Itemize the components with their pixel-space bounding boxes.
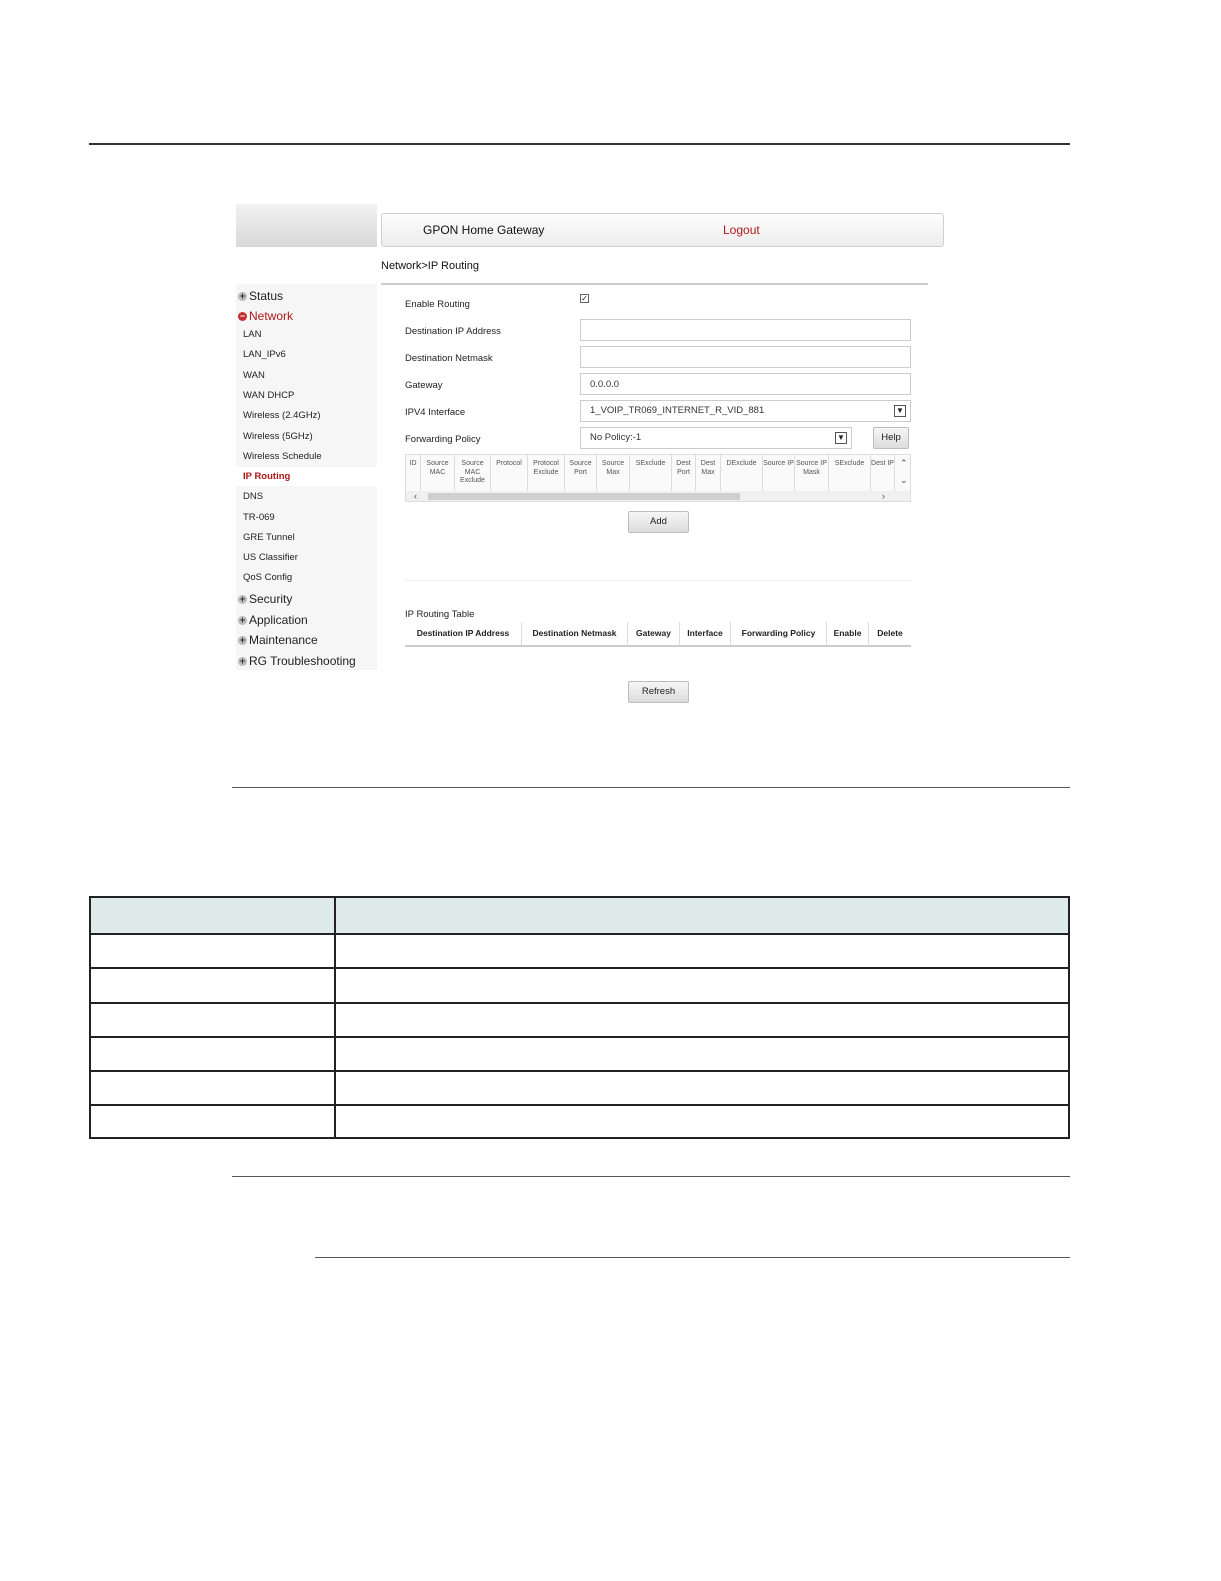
collapse-icon: − bbox=[239, 310, 246, 321]
help-button[interactable]: Help bbox=[873, 427, 909, 449]
grid-col-dest-ip: Dest IP bbox=[871, 455, 895, 491]
dest-ip-input[interactable] bbox=[580, 319, 911, 341]
sidebar-item-wan-dhcp[interactable]: WAN DHCP bbox=[243, 390, 295, 401]
grid-col-dexclude: DExclude bbox=[721, 455, 763, 491]
sidebar-item-tr069[interactable]: TR-069 bbox=[243, 512, 275, 523]
top-rule bbox=[89, 143, 1070, 145]
forwarding-policy-value: No Policy:-1 bbox=[590, 432, 642, 443]
app-header bbox=[381, 213, 944, 247]
grid-col-sexclude-2: SExclude bbox=[829, 455, 871, 491]
grid-col-source-ip-mask: Source IP Mask bbox=[795, 455, 829, 491]
sidebar-application[interactable]: + Application bbox=[239, 613, 308, 627]
forwarding-policy-select[interactable] bbox=[580, 427, 852, 449]
sidebar-item-wireless-5[interactable]: Wireless (5GHz) bbox=[243, 431, 313, 442]
table-column-divider bbox=[334, 898, 336, 1137]
grid-col-dest-max: Dest Max bbox=[696, 455, 721, 491]
expand-icon: + bbox=[239, 655, 246, 666]
forwarding-policy-label: Forwarding Policy bbox=[405, 434, 481, 445]
dest-ip-label: Destination IP Address bbox=[405, 326, 501, 337]
table-row bbox=[91, 933, 1068, 935]
chevron-down-icon: ▼ bbox=[835, 432, 847, 444]
grid-col-source-mac-exclude: Source MAC Exclude bbox=[455, 455, 491, 491]
expand-icon: + bbox=[239, 593, 246, 604]
refresh-button[interactable]: Refresh bbox=[628, 681, 689, 703]
sidebar-security[interactable]: + Security bbox=[239, 592, 293, 606]
scroll-up-icon[interactable]: ⌃ bbox=[900, 458, 908, 468]
enable-routing-checkbox[interactable]: ✓ bbox=[581, 294, 588, 303]
col-destination-ip: Destination IP Address bbox=[405, 622, 522, 645]
table-row bbox=[91, 1036, 1068, 1038]
table-row bbox=[91, 1104, 1068, 1106]
sidebar-item-wireless-24[interactable]: Wireless (2.4GHz) bbox=[243, 410, 321, 421]
sidebar-item-gre-tunnel[interactable]: GRE Tunnel bbox=[243, 532, 295, 543]
grid-col-source-ip: Source IP bbox=[763, 455, 795, 491]
logout-link[interactable]: Logout bbox=[723, 223, 760, 237]
sidebar-item-dns[interactable]: DNS bbox=[243, 491, 264, 502]
col-destination-netmask: Destination Netmask bbox=[522, 622, 628, 645]
parameter-table bbox=[89, 896, 1070, 1139]
table-row bbox=[91, 1002, 1068, 1004]
routing-table-header bbox=[405, 622, 911, 647]
gateway-label: Gateway bbox=[405, 380, 443, 391]
sidebar-item-wan[interactable]: WAN bbox=[243, 370, 265, 381]
app-title: GPON Home Gateway bbox=[423, 223, 545, 237]
grid-col-source-mac: Source MAC bbox=[421, 455, 455, 491]
section-rule bbox=[315, 1257, 1070, 1258]
scroll-right-icon[interactable]: › bbox=[882, 491, 885, 501]
breadcrumb-divider bbox=[381, 283, 928, 285]
form-divider bbox=[405, 580, 911, 581]
expand-icon: + bbox=[239, 290, 246, 301]
sidebar-item-lan-ipv6[interactable]: LAN_IPv6 bbox=[243, 349, 286, 360]
ipv4-interface-label: IPV4 Interface bbox=[405, 407, 466, 418]
expand-icon: + bbox=[239, 614, 246, 625]
chevron-down-icon: ▼ bbox=[894, 405, 906, 417]
horizontal-scrollbar[interactable] bbox=[406, 491, 911, 502]
dest-netmask-label: Destination Netmask bbox=[405, 353, 493, 364]
grid-col-source-max: Source Max bbox=[597, 455, 630, 491]
section-rule bbox=[232, 787, 1070, 788]
sidebar-item-qos-config[interactable]: QoS Config bbox=[243, 572, 293, 583]
enable-routing-label: Enable Routing bbox=[405, 299, 470, 310]
router-screenshot bbox=[236, 204, 948, 704]
grid-col-dest-port: Dest Port bbox=[672, 455, 696, 491]
scroll-down-icon[interactable]: ⌄ bbox=[900, 475, 908, 485]
grid-col-source-port: Source Port bbox=[565, 455, 597, 491]
col-forwarding-policy: Forwarding Policy bbox=[731, 622, 827, 645]
sidebar-status[interactable]: + Status bbox=[239, 289, 284, 303]
routing-table-title: IP Routing Table bbox=[405, 609, 475, 620]
grid-col-id: ID bbox=[406, 455, 421, 491]
dest-netmask-input[interactable] bbox=[580, 346, 911, 368]
grid-col-protocol: Protocol bbox=[491, 455, 528, 491]
grid-col-protocol-exclude: Protocol Exclude bbox=[528, 455, 565, 491]
col-gateway: Gateway bbox=[628, 622, 680, 645]
add-button[interactable]: Add bbox=[628, 511, 689, 533]
table-row bbox=[91, 967, 1068, 969]
sidebar-network[interactable]: − Network bbox=[239, 309, 294, 323]
section-rule bbox=[232, 1176, 1070, 1177]
col-enable: Enable bbox=[827, 622, 869, 645]
sidebar-item-wireless-schedule[interactable]: Wireless Schedule bbox=[243, 451, 322, 462]
table-row bbox=[91, 1070, 1068, 1072]
policy-grid bbox=[405, 454, 911, 502]
breadcrumb: Network>IP Routing bbox=[381, 260, 479, 272]
sidebar-item-lan[interactable]: LAN bbox=[243, 329, 262, 340]
sidebar-item-us-classifier[interactable]: US Classifier bbox=[243, 552, 298, 563]
sidebar bbox=[236, 284, 377, 670]
col-interface: Interface bbox=[680, 622, 731, 645]
scrollbar-thumb[interactable] bbox=[428, 493, 740, 500]
scroll-left-icon[interactable]: ‹ bbox=[414, 491, 417, 501]
expand-icon: + bbox=[239, 634, 246, 645]
grid-col-sexclude: SExclude bbox=[630, 455, 672, 491]
gateway-input[interactable] bbox=[580, 373, 911, 395]
sidebar-maintenance[interactable]: + Maintenance bbox=[239, 633, 318, 647]
ipv4-interface-value: 1_VOIP_TR069_INTERNET_R_VID_881 bbox=[590, 405, 765, 416]
col-delete: Delete bbox=[877, 628, 903, 638]
parameter-table-header bbox=[91, 898, 1068, 934]
sidebar-item-ip-routing[interactable]: IP Routing bbox=[236, 467, 377, 486]
ipv4-interface-select[interactable] bbox=[580, 400, 911, 422]
logo-area bbox=[236, 204, 377, 247]
sidebar-rg-troubleshooting[interactable]: + RG Troubleshooting bbox=[239, 654, 356, 668]
